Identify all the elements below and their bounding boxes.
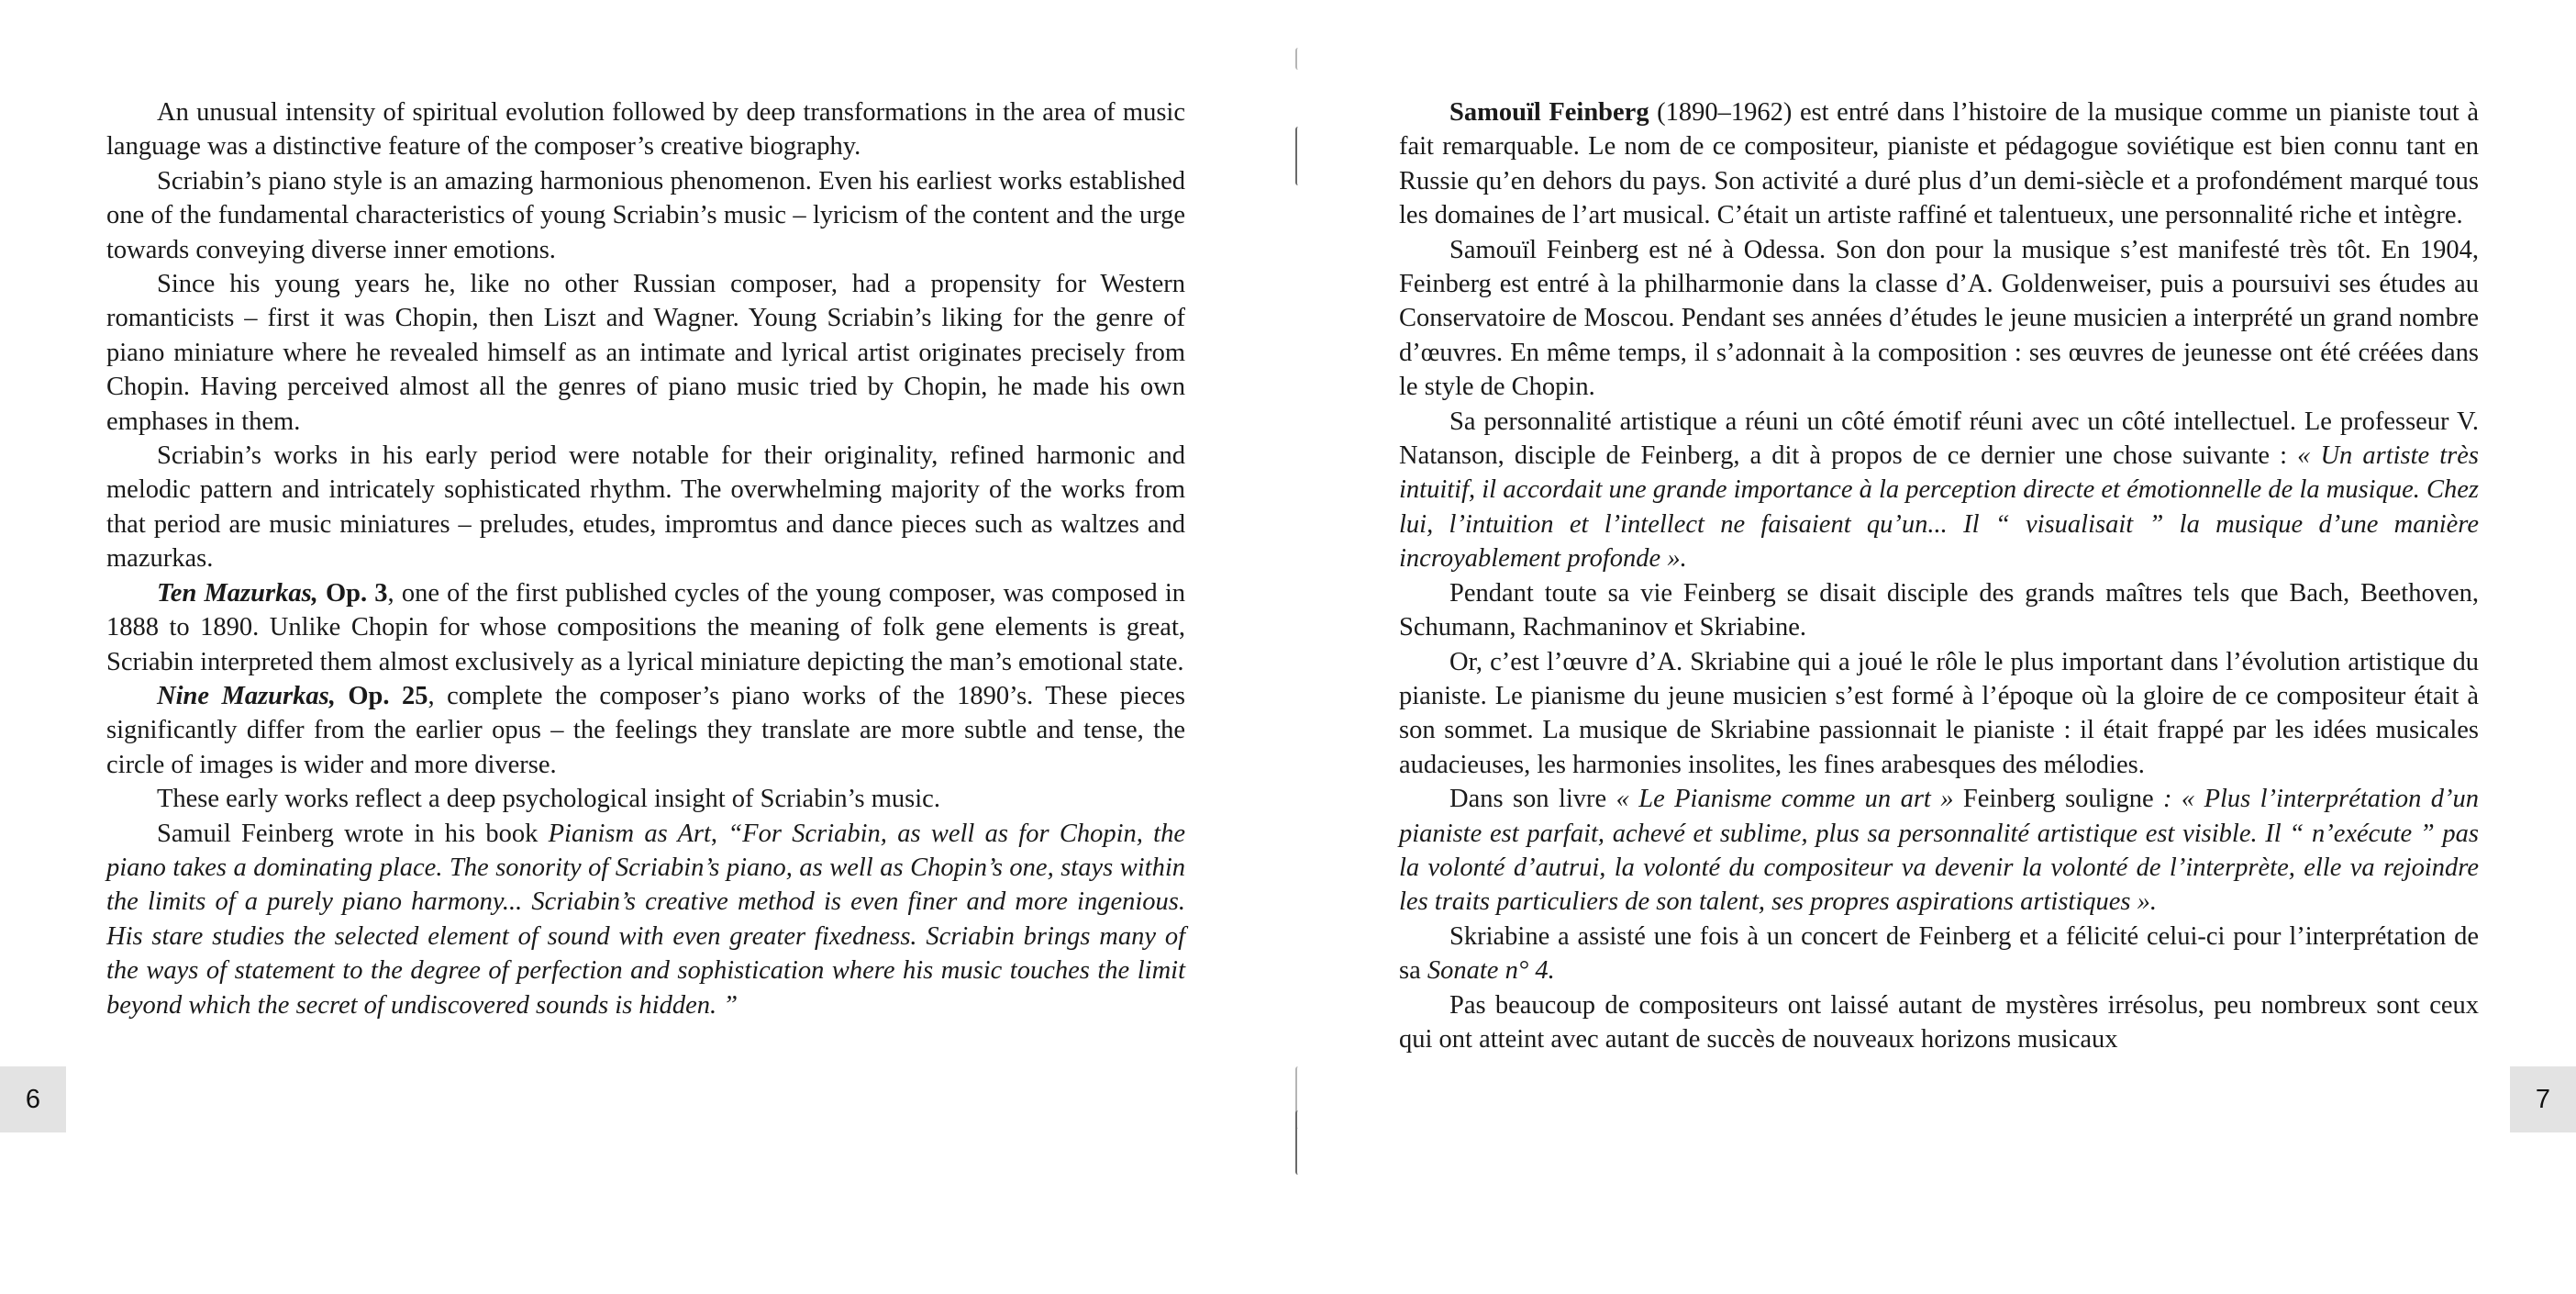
- text-run: Skriabine a assisté une fois à un concert de Feinberg et a félicité celui-ci pour l’interprétation de sa: [1399, 921, 2479, 986]
- text-run: : « Plus l’interprétation d’un pianiste est parfait, achevé et sublime, plus sa personnalité artistique est visible. Il “ n’exécute ” pas la volonté d’autrui, la volonté du compositeur va devenir la volonté de l’interprète, elle va rejoindre les traits particuliers de son talent, ses propres aspirations artistiques ».: [1399, 785, 2480, 917]
- text-run: [318, 579, 326, 608]
- text-run: Since his young years he, like no other Russian composer, had a propensity for Western romanticists – first it was Chopin, then Liszt and Wagner. Young Scriabin’s liking for the genre of piano miniature where he revealed himself as an intimate and lyrical artist originates precisely from Chopin. Having perceived almost all the genres of piano music tried by Chopin, he made his own emphases in them.: [106, 270, 1185, 436]
- text-run: , complete the composer’s piano works of the 1890’s. These pieces significantly differ from the earlier opus – the feelings they translate are more subtle and tense, the circle of images is wider and more diverse.: [106, 681, 1186, 779]
- text-run: An unusual intensity of spiritual evolution followed by deep transformations in the area of music language was a distinctive feature of the composer’s creative biography.: [106, 98, 1185, 162]
- paragraph: [106, 164, 1185, 267]
- paragraph: [106, 267, 1185, 439]
- page-number-right: 7: [2510, 1066, 2576, 1132]
- paragraph: [1399, 920, 2479, 988]
- paragraph: [106, 782, 1185, 816]
- page-number-left: 6: [0, 1066, 66, 1132]
- paragraph: [1399, 645, 2479, 783]
- paragraph: [106, 439, 1185, 576]
- text-run: Op. 3: [325, 578, 388, 608]
- paragraph: [1399, 95, 2479, 233]
- paragraph: [1399, 576, 2479, 645]
- paragraph: [1399, 782, 2479, 920]
- text-run: Feinberg souligne: [1953, 785, 2164, 814]
- binding-stitch-mark: [1295, 48, 1303, 70]
- paragraph: [106, 576, 1185, 679]
- paragraph: [106, 95, 1185, 164]
- text-run: Op. 25: [348, 681, 428, 710]
- text-run: Scriabin’s piano style is an amazing harmonious phenomenon. Even his earliest works established one of the fundamental characteristics of young Scriabin’s music – lyricism of the content and the urge towards conveying diverse inner emotions.: [106, 166, 1185, 264]
- paragraph: [1399, 233, 2479, 405]
- text-run: Samouïl Feinberg: [1449, 98, 1649, 127]
- text-run: Pianism as Art: [548, 819, 711, 848]
- text-run: Pas beaucoup de compositeurs ont laissé autant de mystères irrésolus, peu nombreux sont ceux qui ont atteint avec autant de succès de nouveaux horizons musicaux: [1399, 990, 2479, 1054]
- text-run: Sa personnalité artistique a réuni un côté émotif réuni avec un côté intellectuel. Le professeur V. Natanson, disciple de Feinberg, a dit à propos de ce dernier une chose suivante :: [1399, 407, 2479, 471]
- text-run: Samuil Feinberg wrote in his book: [157, 819, 549, 848]
- text-run: “For Scriabin, as well as for Chopin, the piano takes a dominating place. The sonority of Scriabin’s piano, as well as Chopin’s one, stays within the limits of a purely piano harmony... Scriabin’s creative method is even finer and more ingenious. His stare studies the selected element of sound with even greater fixedness. Scriabin brings many of the ways of statement to the degree of perfection and sophistication where his music touches the limit beyond which the secret of undiscovered sounds is hidden. ”: [106, 819, 1185, 1020]
- text-run: « Un artiste très intuitif, il accordait une grande importance à la perception directe et émotionnelle de la musique. Chez lui, l’intuition et l’intellect ne faisaient qu’un... Il “ visualisait ” la musique d’une manière incroyablement profonde ».: [1399, 441, 2480, 574]
- text-run: Ten Mazurkas,: [157, 578, 318, 608]
- text-run: (1890–1962) est entré dans l’histoire de la musique comme un pianiste tout à fait remarquable. Le nom de ce compositeur, pianiste et pédagogue soviétique est bien connu tant en Russie qu’en dehors du pays. Son activité a duré plus d’un demi-siècle et a profondément marqué tous les domaines de l’art musical. C’était un artiste raffiné et talentueux, une personnalité riche et intègre.: [1399, 98, 2479, 230]
- paragraph: [1399, 988, 2479, 1057]
- text-run: Samouïl Feinberg est né à Odessa. Son don pour la musique s’est manifesté très tôt. En 1904, Feinberg est entré à la philharmonie dans la classe d’A. Goldenweiser, puis a poursuivi ses études au Conservatoire de Moscou. Pendant ses années d’études le jeune musicien a interprété un grand nombre d’œuvres. En même temps, il s’adonnait à la composition : ses œuvres de jeunesse ont été créées dans le style de Chopin.: [1399, 235, 2479, 402]
- paragraph: [1399, 405, 2479, 576]
- text-run: ,: [710, 819, 728, 848]
- text-run: Or, c’est l’œuvre d’A. Skriabine qui a joué le rôle le plus important dans l’évolution artistique du pianiste. Le pianisme du jeune musicien s’est formé à l’époque où la gloire de ce compositeur était à son sommet. La musique de Skriabine passionnait le pianiste : il était frappé par les idées musicales audacieuses, les harmonies insolites, les fines arabesques des mélodies.: [1399, 647, 2479, 779]
- text-run: Sonate n° 4.: [1427, 956, 1555, 986]
- binding-stitch-mark: [1295, 127, 1303, 185]
- text-run: Scriabin’s works in his early period were notable for their originality, refined harmonic and melodic pattern and intricately sophisticated rhythm. The overwhelming majority of the works from that period are music miniatures – preludes, etudes, impromtus and dance pieces such as waltzes and mazurkas.: [106, 441, 1185, 574]
- binding-stitch-mark: [1295, 1110, 1303, 1175]
- right-page-text: [1399, 95, 2479, 1056]
- paragraph: [106, 817, 1185, 1022]
- text-run: These early works reflect a deep psychological insight of Scriabin’s music.: [157, 785, 940, 814]
- left-page-text: [106, 95, 1185, 1022]
- paragraph: [106, 679, 1185, 782]
- text-run: Pendant toute sa vie Feinberg se disait disciple des grands maîtres tels que Bach, Beethoven, Schumann, Rachmaninov et Skriabine.: [1399, 578, 2479, 642]
- text-run: Nine Mazurkas,: [157, 681, 336, 710]
- text-run: , one of the first published cycles of the young composer, was composed in 1888 to 1890. Unlike Chopin for whose compositions the meaning of folk gene elements is great, Scriabin interpreted them almost exclusively as a lyrical miniature depicting the man’s emotional state.: [106, 578, 1186, 676]
- text-run: [336, 682, 349, 710]
- text-run: « Le Pianisme comme un art »: [1616, 785, 1954, 814]
- text-run: Dans son livre: [1449, 785, 1616, 814]
